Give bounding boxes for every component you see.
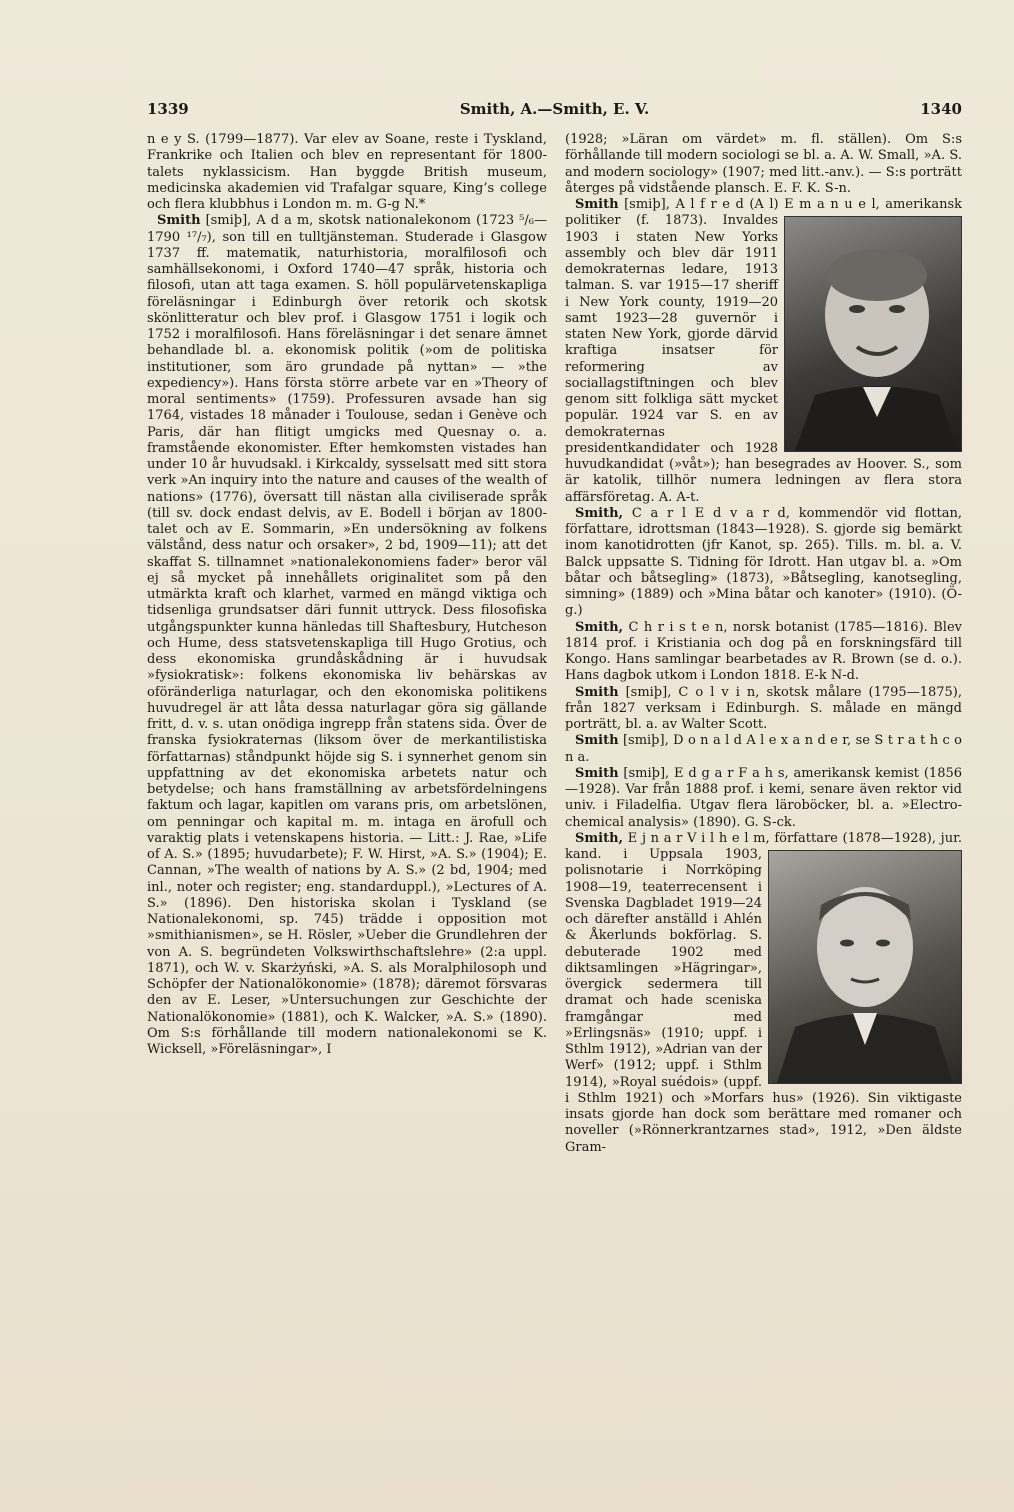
entry-headword: Smith [575,197,619,212]
entry-name: C a r l E d v a r d, [631,505,790,521]
entry-smith-adam [147,213,547,1058]
pronunciation: [smiþ], [622,733,669,749]
entry-headword: Smith [575,733,619,749]
page-number-right: 1340 [920,100,962,118]
pronunciation: [smiþ], [624,197,670,212]
continued-entry: (1928; »Läran om värdet» m. fl. ställen). Om S:s förhållande till modern sociologi se bl. a. A. W. Small, »A. S. and modern sociology» (1907; med litt.-anv.). — S:s porträtt återges på vidstående plansch. E. F. K. S-n. [565,132,962,196]
entry-smith-carl [565,506,962,620]
entry-body: kommendör vid flottan, författare, idrottsman (1843—1928). S. gjorde sig bemärkt inom kanotidrotten (jfr [565,505,962,554]
portrait-photo-alfred-smith [784,216,962,452]
entry-body-cont: sp. 265). Tills. m. bl. a. V. Balck uppsatte S. Tidning för Idrott. Han utgav bl. a. »Om båtar och båtsegling» (1873), »Båtsegling, kanotsegling, simning» (1889) och »Mina båtar och kanoter» (1910). (Ö-g.) [565,538,962,619]
entry-headword: Smith [575,765,619,781]
page-header [147,100,962,124]
entry-smith-edgar [565,766,962,831]
entry-smith-colvin [565,685,962,734]
entry-smith-christen [565,620,962,685]
entry-body: amerikansk kemist (1856—1928). Var från 1888 prof. i kemi, senare även rektor vid univ. i Filadelfia. Utgav flera läroböcker, bl. a. »Electro-chemical analysis» (1890). G. S-ck. [565,765,963,830]
page-number-left: 1339 [147,100,189,118]
entry-body: amerikansk politiker (f. 1873). Invaldes 1903 i staten New Yorks assembly och blev där 1911 demokraternas ledare, 1913 talman. S. var 1915—17 sheriff i New York county, 1919—20 samt 1923—28 guvernör i staten New York, gjorde därvid kraftiga insatser för reformering av sociallagstiftningen och blev genom sitt folkliga sätt mycket populär. 1924 var S. en av demokraternas presidentkandidater och 1928 huvudkandidat (»våt»); han besegrades av Hoover. S., som är katolik, tillhör numera ledningen av flera stora affärsföretag. A. A-t. [565,197,962,505]
pronunciation: [smiþ], [625,684,672,700]
continued-entry: n e y S. (1799—1877). Var elev av Soane, reste i Tyskland, Frankrike och Italien och blev en representant för 1800-talets nyklassicism. Han byggde British museum, medicinska akademien vid Trafalgar square, King’s college och flera klubbhus i London m. m. G-g N.* [147,132,547,212]
entry-smith-alfred [565,197,962,506]
entry-smith-donald [565,733,962,766]
right-column [565,132,962,1156]
running-head: Smith, A.—Smith, E. V. [459,100,650,118]
cross-reference: Nationalekonomi, [147,912,264,927]
entry-headword: Smith, [575,619,624,635]
entry-name: C o l v i n, [678,684,760,700]
entry-name: A d a m, [256,213,314,229]
entry-name: E d g a r F a h s, [674,765,789,781]
entry-name: C h r i s t e n, [628,619,728,635]
entry-body: författare (1878—1928), jur. kand. i Uppsala 1903, polisnotarie i Norrköping 1908—19, teaterrecensent i Svenska Dagbladet 1919—24 och därefter anställd i Ahlén & Åkerlunds bokförlag. S. debuterade 1902 med diktsamlingen »Hägringar», övergick sedermera till dramat och hade sceniska framgångar med »Erlingsnäs» (1910; uppf. i Sthlm 1912), »Adrian van der Werf» (1912; uppf. i Sthlm 1914), »Royal suédois» (uppf. i Sthlm 1921) och »Morfars hus» (1926). Sin viktigaste insats gjorde han dock som berättare med romaner och noveller (»Rönnerkrantzarnes stad», 1912, »Den äldste Gram- [565,830,962,1155]
entry-name: D o n a l d A l e x a n d e r, [673,733,852,749]
entry-body: se [855,733,870,749]
entry-body-cont: sp. 745) trädde i opposition mot »smithianismen», se H. Rösler, »Ueber die Grundlehren der von A. S. begründeten Volkswirthschaftslehre» (2:a uppl. 1871), och W. v. Skarżyński, »A. S. als Moralphilosoph und Schöpfer der Nationalökonomie» (1878); däremot försvaras den av E. Leser, »Untersuchungen zur Geschichte der Nationalökonomie» (1881), och K. Walcker, »A. S.» (1890). Om S:s förhållande till modern nationalekonomi se K. Wicksell, »Föreläsningar», I [147,912,547,1057]
cross-reference: Kanot, [728,538,772,554]
entry-headword: Smith [575,684,619,700]
left-column [147,132,547,1058]
entry-body: skotsk nationalekonom (1723 ⁵/₆—1790 ¹⁷/₇), son till en tulltjänsteman. Studerade i Glasgow 1737 ff. matematik, naturhistoria, moralfilosofi och samhällsekonomi, i Oxford 1740—47 språk, historia och filosofi, utan att taga examen. S. höll populärvetenskapliga föreläsningar i Edinburgh över retorik och skotsk skönlitteratur och blev prof. i Glasgow 1751 i logik och 1752 i moralfilosofi. Hans föreläsningar i det senare ämnet behandlade bl. a. ekonomisk politik (»om de politiska institutioner, som äro grundade på nyttan» — »the expediency»). Hans första större arbete var en »Theory of moral sentiments» (1759). Professuren avsade han sig 1764, vistades 18 månader i Toulouse, sedan i Genève och Paris, där han flitigt umgicks med Quesnay o. a. framstående ekonomister. Efter hemkomsten vistades han under 10 år huvudsakl. i Kirkcaldy, sysselsatt med sitt stora verk »An inquiry into the nature and causes of the wealth of nations» (1776), översatt till nästan alla civiliserade språk (till sv. dock endast delvis, av E. Bodell i början av 1800-talet och av E. Sommarin, »En undersökning av folkens välstånd, dess natur och orsaker», 2 bd, 1909—11); att det skaffat S. tillnamnet »nationalekonomiens fader» beror väl ej så mycket på innehållets originalitet som på den utmärkta kraft och klarhet, varmed en mängd viktiga och tidsenliga grundsatser däri funnit uttryck. Dess filosofiska utgångspunkter kunna hänledas till Shaftesbury, Hutcheson och Hume, dess statsvetenskapliga till Hugo Grotius, och dess ekonomiska grundåskådning är i huvudsak »fysiokratisk»: folkens ekonomiska liv behärskas av oföränderliga naturlagar, och den ekonomiska politikens huvudregel är att låta dessa naturlagar göra sig gällande fritt, d. v. s. utan onödiga ingrepp från statens sida. Över de franska fysiokraternas (liksom över de merkantilistiska författarnas) ståndpunkt höjde sig S. i synnerhet genom sin uppfattning av det ekonomiska arbetets natur och betydelse; och hans framställning av arbetsfördelningens faktum och lagar, kapitlen om varans pris, om arbetslönen, om penningar och kapital m. m. intaga en ärofull och varaktig plats i vetenskapens historia. — Litt.: J. Rae, »Life of A. S.» (1895; huvudarbete); F. W. Hirst, »A. S.» (1904); E. Cannan, »The wealth of nations by A. S.» (2 bd, 1904; med inl., noter och register; eng. standarduppl.), »Lectures of A. S.» (1896). Den historiska skolan i Tyskland (se [147,213,547,911]
entry-smith-ejnar [565,831,962,1156]
entry-name: A l f r e d (A l) E m a n u e l, [675,197,880,212]
cross-reference: S t r a t h c o n a. [565,733,962,765]
entry-body: skotsk målare (1795—1875), från 1827 verksam i Edinburgh. S. målade en mängd porträtt, bl. a. av Walter Scott. [565,684,962,732]
portrait-photo-ejnar-smith [768,850,962,1084]
entry-headword: Smith, [575,830,624,846]
pronunciation: [smiþ], [205,213,252,229]
entry-body: norsk botanist (1785—1816). Blev 1814 prof. i Kristiania och dog på en forskningsfärd till Kongo. Hans samlingar bearbetades av R. Brown (se d. o.). Hans dagbok utkom i London 1818. E-k N-d. [565,619,962,684]
pronunciation: [smiþ], [623,765,670,781]
entry-name: E j n a r V i l h e l m, [627,830,770,846]
entry-headword: Smith [157,213,201,229]
entry-headword: Smith, [575,505,624,521]
